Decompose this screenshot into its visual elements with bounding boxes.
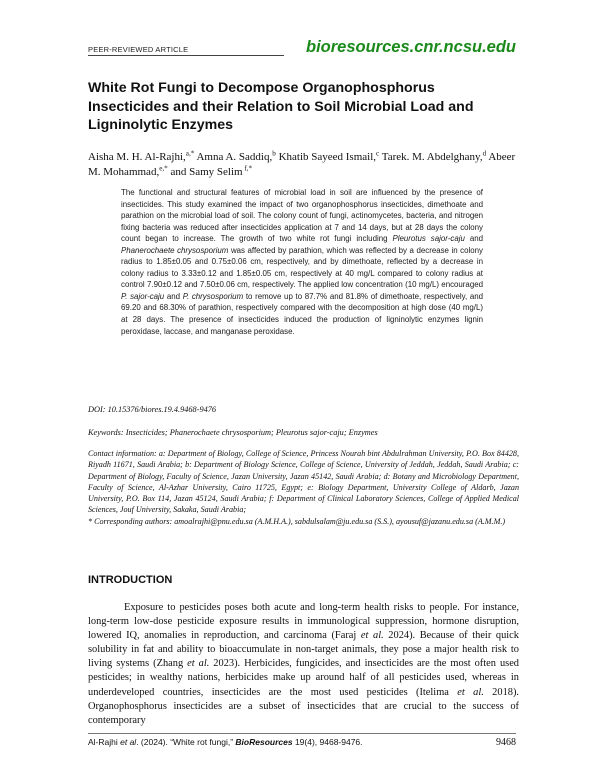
peer-reviewed-label: PEER-REVIEWED ARTICLE (88, 45, 189, 54)
contact-information (88, 448, 519, 527)
body-text: 2024). Because of their quick solubility in fat and ability to bioaccumulate in non-target animals, they pose a major health risk to living systems (Zhang (88, 630, 519, 670)
species-name: P. chrysosporium (182, 291, 244, 301)
author-name: Tarek. M. Abdelghany, (379, 151, 483, 163)
body-text: 2018). Organophosphorus insecticides are a subset of insecticides that are crucial to the success of contemporary (88, 686, 520, 726)
affiliation-mark: a,* (185, 149, 195, 158)
affiliation-mark: e,* (159, 164, 168, 173)
author-name: and Samy Selim (167, 166, 243, 178)
abstract-text: to remove up to 87.7% and 81.8% of dimethoate, respectively, and 69.20 and 68.30% of parathion, respectively compared with the decomposition at high dose (40 mg/L) at 28 days. The presence of insecticides induced the production of ligninolytic enzymes lignin peroxidase, laccase, and manganase peroxidase. (121, 291, 483, 336)
running-header (88, 40, 516, 56)
affiliation-mark: b (272, 149, 276, 158)
author-name: Khatib Sayeed Ismail, (275, 151, 377, 163)
body-text: 2023). Herbicides, fungicides, and insecticides are the most often used pesticides; in wealthy nations, herbicides make up around half of all pesticides used, whereas in underdeveloped countries, insecticides are the most used pesticides (Itelima (88, 658, 519, 698)
author-name: Amna A. Saddiq, (194, 151, 273, 163)
abstract (121, 187, 483, 337)
footer-volume: 19(4), 9468-9476. (292, 737, 363, 747)
et-al: et al. (187, 658, 210, 670)
section-heading-introduction: INTRODUCTION (88, 574, 173, 586)
author-name: Abeer M. Mohammad, (88, 151, 516, 178)
abstract-text: and (464, 234, 484, 244)
author-name: Aisha M. H. Al-Rajhi, (88, 151, 186, 163)
footer-journal: BioResources (235, 737, 293, 747)
abstract-text: was affected by parathion, which was reflected by a decrease in colony radius to 1.85±0.05 and 0.75±0.06 cm, respectively, and by dimethoate, reflected by a decrease in colony radius to 3.33±0.12 and 1.85±0.05 cm, respectively at 40 mg/L compared to colony radius at control 7.90±0.12 and 7.50±0.06 cm, respectively. The applied low concentration (10 mg/L) encouraged (121, 245, 483, 290)
abstract-text: The functional and structural features of microbial load in soil are influenced by the presence of insecticides. This study examined the impact of two organophosphorus insecticides, dimethoate and parathion on the microbial load of soil. The colony count of fungi, actinomycetes, bacteria, and nitrogen fixing bacteria was reduced after insecticides application at 7 and 14 days, but at 28 days the colony count began to increase. The growth of two white rot fungi including (121, 188, 483, 244)
affiliation-mark: d (482, 149, 487, 158)
affiliation-mark: f,* (242, 164, 253, 173)
page-number: 9468 (496, 737, 516, 748)
species-name: P. sajor-caju (121, 291, 165, 301)
keywords: Keywords: Insecticides; Phanerochaete chrysosporium; Pleurotus sajor-caju; Enzymes (88, 428, 378, 437)
affiliations-text: Contact information: a: Department of Biology, College of Science, Princess Nourah bint Abdulrahman University, P.O. Box 84428, Riyadh 11671, Saudi Arabia; b: Department of Biology Science, College of Science, University of Jeddah, Jeddah, Saudi Arabia; c: Department of Biology, Faculty of Science, Jazan University, Jazan 45142, Saudi Arabia; d: Botany and Microbiology Department, Faculty of Science, Al-Azhar University, Cairo 11725, Egypt; e: Biology Department, University College of Aldarb, Jazan University, P.O. Box 114, Jazan 45124, Saudi Arabia; f: Department of Clinical Laboratory Sciences, College of Applied Medical Sciences, Jouf University, Sakaka, Saudi Arabia; (88, 449, 519, 515)
footer-etal: et al (120, 737, 137, 747)
page-footer (88, 737, 516, 751)
header-rule (88, 55, 284, 56)
footer-title: . (2024). “White rot fungi,” (136, 737, 236, 747)
introduction-paragraph (88, 601, 519, 728)
author-list (88, 150, 520, 180)
et-al: et al. (457, 686, 484, 698)
footer-author: Al-Rajhi (88, 737, 121, 747)
article-title: White Rot Fungi to Decompose Organophosphorus Insecticides and their Relation to Soil Microbial Load and Ligninolytic Enzymes (88, 80, 474, 133)
corresponding-authors[interactable]: * Corresponding authors: amoalrajhi@pnu.edu.sa (A.M.H.A.), sabdulsalam@ju.edu.sa (S.S.), ayousuf@jazanu.edu.sa (A.M.M.) (88, 516, 506, 526)
citation (88, 737, 363, 747)
abstract-text: and (164, 291, 183, 301)
doi-link[interactable]: DOI: 10.15376/biores.19.4.9468-9476 (88, 405, 217, 414)
journal-site-link[interactable]: bioresources.cnr.ncsu.edu (306, 38, 516, 56)
affiliation-mark: c (376, 149, 380, 158)
footer-rule (88, 733, 516, 734)
body-text: Exposure to pesticides poses both acute and long-term health risks to people. For instance, long-term low-dose pesticide exposure results in immunological suppression, hormone disruption, lowered IQ, anomalies in reproduction, and carcinoma (Faraj (88, 602, 519, 642)
species-name: Pleurotus sajor-caju (392, 234, 465, 244)
et-al: et al. (360, 630, 384, 642)
species-name: Phanerochaete chrysosporium (121, 245, 229, 255)
